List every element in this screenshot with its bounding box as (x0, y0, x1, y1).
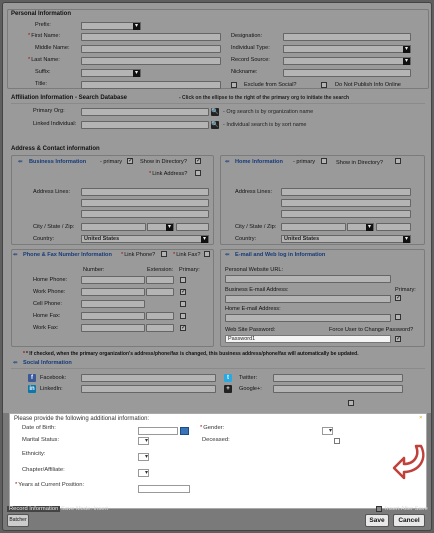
org-search-hint: - Org search is by organization name (223, 109, 314, 115)
middle-name-input[interactable] (81, 45, 221, 53)
work-fax-primary[interactable]: ✓ (181, 325, 187, 331)
home-city-input[interactable] (281, 223, 346, 231)
home-zip-input[interactable] (376, 223, 411, 231)
business-email-primary[interactable]: ✓ (396, 295, 402, 301)
link-address-label: *Link Address? (149, 171, 188, 177)
deceased-checkbox[interactable] (334, 438, 340, 444)
home-address-line-3[interactable] (281, 210, 411, 218)
individual-type-label: Individual Type: (231, 45, 270, 51)
auto-update-note: ** If checked, when the primary organization's address/phone/fax is changed, this business address/phone/fax will automatically be updated. (23, 351, 359, 357)
twitter-label: Twitter: (239, 375, 258, 381)
affiliation-hint: - Click on the ellipse to the right of the primary org to initiate the search (179, 95, 350, 101)
google-plus-label: Google+: (239, 386, 262, 392)
nickname-label: Nickname: (231, 69, 258, 75)
linkedin-label: LinkedIn: (40, 386, 63, 392)
home-address-line-2[interactable] (281, 199, 411, 207)
save-mode-label: Save Mode: Insert (61, 506, 109, 512)
close-icon[interactable]: × (419, 415, 423, 421)
record-source-select[interactable] (283, 57, 411, 65)
business-collapse-icon[interactable]: ⇚ (18, 159, 23, 165)
exclude-social-checkbox[interactable] (231, 82, 237, 88)
batcher-button[interactable]: Batcher (7, 514, 29, 527)
suffix-label: Suffix: (35, 69, 51, 75)
address-title: Address & Contact information (11, 146, 100, 152)
designation-label: Designation: (231, 33, 263, 39)
google-plus-input[interactable] (273, 385, 403, 393)
twitter-icon: t (224, 374, 232, 382)
website-input[interactable] (225, 275, 391, 283)
home-show-dir-label: Show in Directory? (336, 160, 383, 166)
website-label: Personal Website URL: (225, 267, 284, 273)
home-country-select[interactable]: United States ▾ (281, 235, 411, 243)
exclude-social-label: Exclude from Social? (244, 82, 297, 88)
middle-name-label: Middle Name: (35, 45, 70, 51)
deceased-label: Deceased: (202, 437, 230, 443)
password-label: Web Site Password: (225, 327, 276, 333)
twitter-input[interactable] (273, 374, 403, 382)
cell-phone-input[interactable] (81, 300, 145, 308)
calendar-icon[interactable] (180, 427, 189, 435)
designation-input[interactable] (283, 33, 411, 41)
link-address-checkbox[interactable] (195, 170, 201, 176)
first-name-label: *First Name: (28, 33, 61, 39)
facebook-label: Facebook: (40, 375, 67, 381)
email-collapse-icon[interactable]: ⇚ (225, 252, 230, 258)
business-state-select[interactable] (147, 223, 174, 231)
number-col-header: Number: (83, 267, 105, 273)
chapter-select[interactable] (138, 469, 149, 477)
affiliation-title: Affiliation Information - Search Database (11, 95, 128, 101)
chapter-label: Chapter/Affiliate: (22, 467, 65, 473)
cell-phone-primary[interactable] (180, 301, 186, 307)
business-primary-checkbox[interactable]: ✓ (128, 158, 134, 164)
business-primary-label: - primary (100, 159, 123, 165)
business-show-dir-label: Show in Directory? (140, 159, 187, 165)
individual-search-hint: - Individual search is by sort name (223, 122, 307, 128)
back-arrow-icon[interactable] (392, 442, 426, 480)
business-country-label: Country: (33, 236, 55, 242)
prefix-label: Prefix: (35, 22, 51, 28)
force-password-label: Force User to Change Password? (329, 327, 414, 333)
home-primary-label: - primary (293, 159, 316, 165)
password-input[interactable]: Password1 (225, 335, 391, 343)
last-name-label: *Last Name: (28, 57, 60, 63)
business-email-input[interactable] (225, 295, 391, 303)
primary-org-input[interactable] (81, 108, 209, 116)
years-input[interactable] (138, 485, 190, 493)
cancel-button[interactable]: Cancel (393, 514, 425, 527)
gender-select[interactable] (322, 427, 333, 435)
gender-label: *Gender: (200, 425, 225, 431)
home-state-select[interactable] (347, 223, 374, 231)
years-label: *Years at Current Position: (15, 482, 85, 488)
work-phone-label: Work Phone: (33, 289, 66, 295)
home-phone-label: Home Phone: (33, 277, 68, 283)
additional-info-title: Please provide the following additional information: (14, 416, 150, 422)
business-country-select[interactable]: United States ▾ (81, 235, 209, 243)
home-phone-ext[interactable] (146, 276, 174, 284)
social-title: Social Information (23, 360, 72, 366)
nickname-input[interactable] (283, 69, 411, 77)
facebook-input[interactable] (81, 374, 216, 382)
primary-org-label: Primary Org: (33, 108, 65, 114)
record-info-tab[interactable]: Record Information (9, 506, 59, 512)
suffix-select[interactable] (81, 69, 141, 77)
business-address-line-2[interactable] (81, 199, 209, 207)
home-email-input[interactable] (225, 314, 391, 322)
save-button[interactable]: Save (365, 514, 389, 527)
primary-org-search-button[interactable]: 🔍 (211, 109, 219, 115)
affiliation-divider (11, 103, 425, 104)
linked-individual-search-button[interactable]: 🔍 (211, 122, 219, 128)
social-scroll-marker (348, 400, 354, 406)
ethnicity-select[interactable] (138, 453, 149, 461)
title-input[interactable] (81, 81, 221, 89)
work-phone-input[interactable] (81, 288, 145, 296)
home-fax-input[interactable] (81, 312, 145, 320)
email-primary-label: Primary: (395, 287, 416, 293)
link-phone-label: *Link Phone? (121, 252, 156, 258)
marital-status-label: Marital Status: (22, 437, 60, 443)
dob-label: Date of Birth: (22, 425, 56, 431)
cell-phone-label: Cell Phone: (33, 301, 62, 307)
dialog-frame (2, 2, 432, 531)
work-fax-label: Work Fax: (33, 325, 59, 331)
record-source-label: Record Source: (231, 57, 270, 63)
business-address-line-1[interactable] (81, 188, 209, 196)
work-fax-ext[interactable] (146, 324, 174, 332)
home-collapse-icon[interactable]: ⇚ (225, 159, 230, 165)
linkedin-icon: in (29, 386, 35, 392)
business-address-line-3[interactable] (81, 210, 209, 218)
force-password-checkbox[interactable]: ✓ (396, 336, 402, 342)
business-info-title: Business Information (29, 159, 87, 165)
home-country-label: Country: (235, 236, 257, 242)
personal-title: Personal Information (11, 11, 72, 17)
home-info-title: Home Information (235, 159, 283, 165)
home-city-label: City / State / Zip: (235, 224, 277, 230)
home-address-line-1[interactable] (281, 188, 411, 196)
last-name-input[interactable] (81, 57, 221, 65)
home-show-dir-checkbox[interactable] (395, 158, 401, 164)
no-publish-checkbox[interactable] (321, 82, 327, 88)
linkedin-input[interactable] (81, 385, 216, 393)
google-plus-icon: + (224, 385, 232, 393)
facebook-icon: f (28, 374, 36, 382)
work-fax-input[interactable] (81, 324, 145, 332)
home-email-primary[interactable] (395, 314, 401, 320)
home-address-lines-label: Address Lines: (235, 189, 273, 195)
dob-input[interactable] (138, 427, 178, 435)
home-fax-label: Home Fax: (33, 313, 61, 319)
home-email-label: Home E-mail Address: (225, 306, 281, 312)
ethnicity-label: Ethnicity: (22, 451, 46, 457)
social-collapse-icon[interactable]: ⇚ (13, 360, 18, 366)
home-fax-primary[interactable] (180, 313, 186, 319)
linked-individual-label: Linked Individual: (33, 121, 77, 127)
link-phone-checkbox[interactable] (161, 251, 167, 257)
social-divider (11, 368, 425, 369)
link-fax-label: *Link Fax? (173, 252, 201, 258)
business-show-dir-checkbox[interactable]: ✓ (196, 158, 202, 164)
primary-col-header: Primary: (179, 267, 200, 273)
email-title: E-mail and Web log in Information (235, 252, 326, 258)
business-email-label: Business E-mail Address: (225, 287, 289, 293)
business-zip-input[interactable] (176, 223, 209, 231)
business-address-lines-label: Address Lines: (33, 189, 71, 195)
no-publish-label: Do Not Publish Info Online (335, 82, 401, 88)
insert-after-save-checkbox[interactable] (376, 506, 382, 512)
business-city-input[interactable] (81, 223, 146, 231)
individual-type-select[interactable] (283, 45, 411, 53)
marital-status-select[interactable] (138, 437, 149, 445)
link-fax-checkbox[interactable] (204, 251, 210, 257)
phone-title: Phone & Fax Number Information (23, 252, 112, 258)
disabled-form-area (3, 3, 432, 413)
extension-col-header: Extension: (147, 267, 174, 273)
phone-collapse-icon[interactable]: ⇚ (13, 252, 18, 258)
insert-after-save-label: Insert After Save (385, 506, 428, 512)
home-phone-primary[interactable] (180, 277, 186, 283)
home-fax-ext[interactable] (146, 312, 174, 320)
prefix-select[interactable] (81, 22, 141, 30)
work-phone-ext[interactable] (146, 288, 174, 296)
home-primary-checkbox[interactable] (321, 158, 327, 164)
linked-individual-input[interactable] (81, 121, 209, 129)
home-phone-input[interactable] (81, 276, 145, 284)
business-city-label: City / State / Zip: (33, 224, 75, 230)
first-name-input[interactable] (81, 33, 221, 41)
title-label: Title: (35, 81, 47, 87)
work-phone-primary[interactable]: ✓ (181, 289, 187, 295)
phone-box (11, 249, 214, 347)
additional-info-panel (9, 413, 427, 509)
